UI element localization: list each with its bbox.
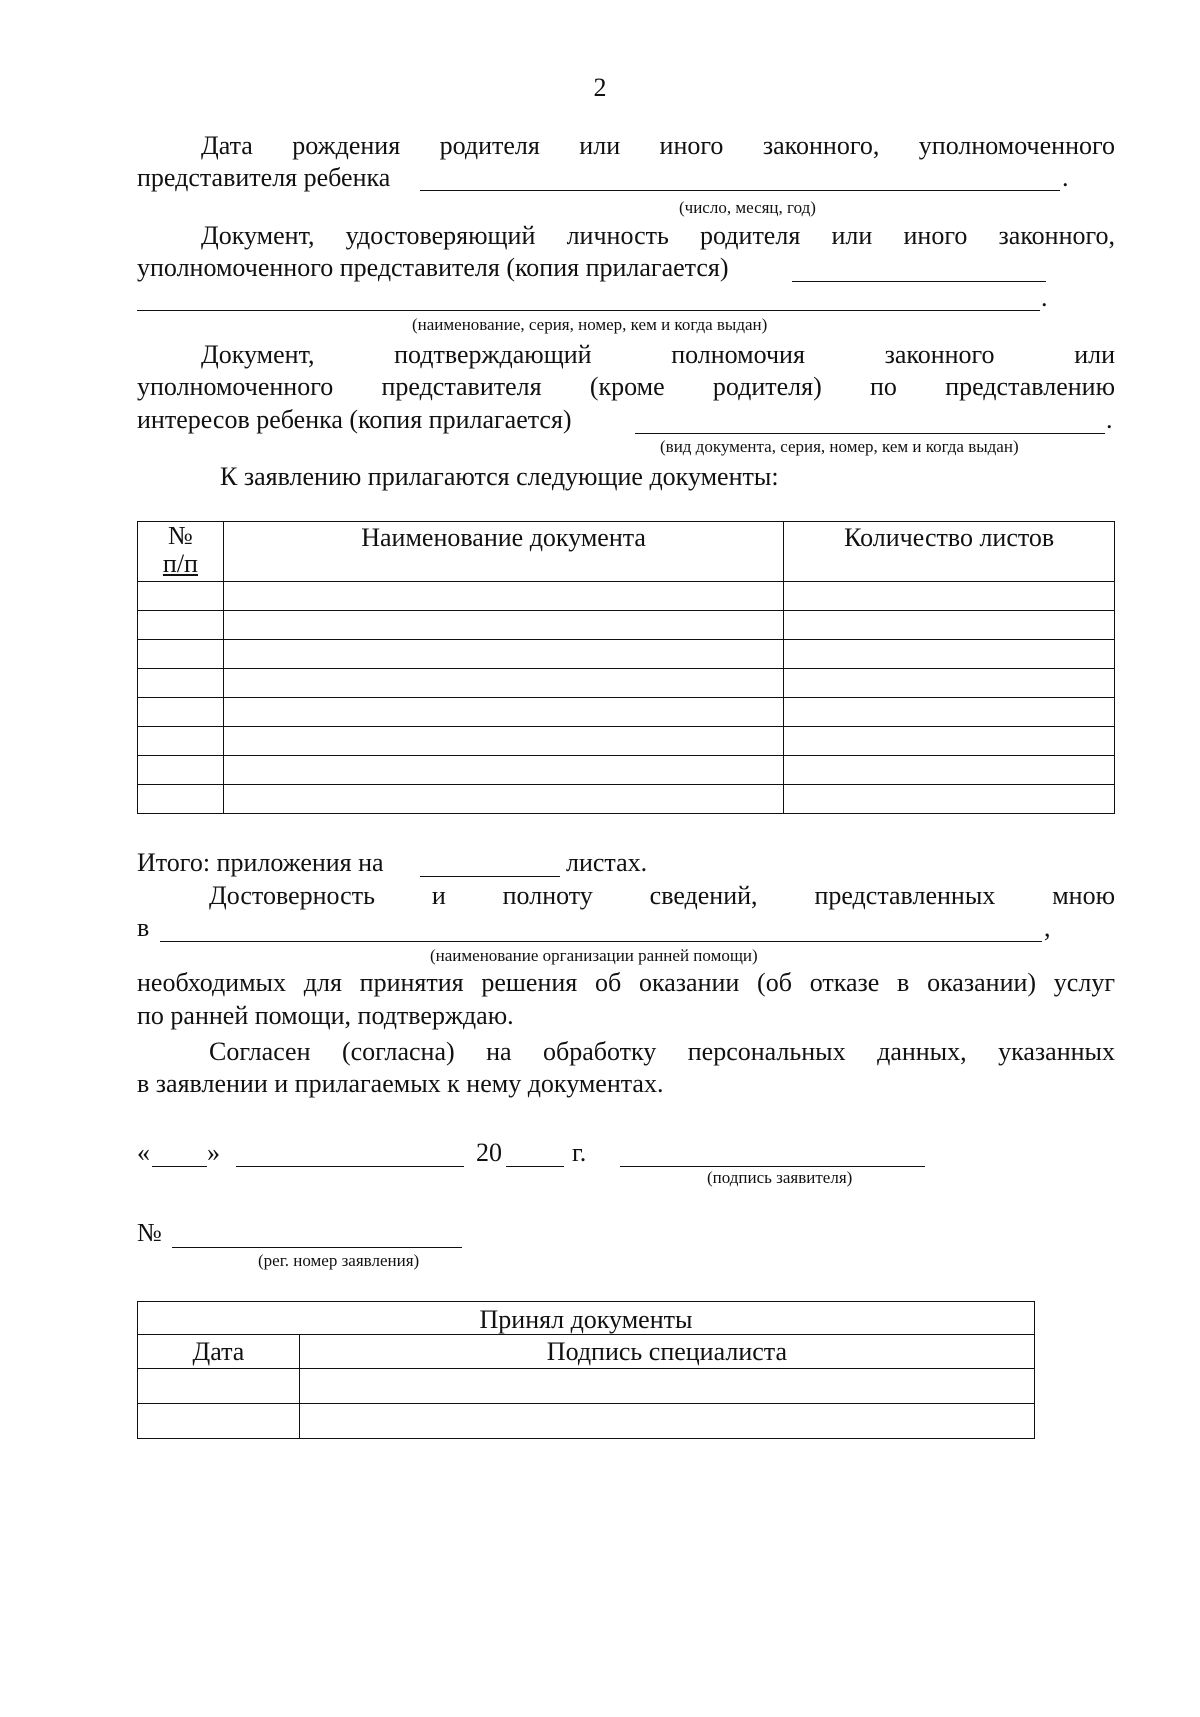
authority-doc-line1: Документ, подтверждающий полномочия законного или <box>201 340 1115 369</box>
reg-number-field[interactable] <box>172 1247 462 1248</box>
table-cell[interactable] <box>138 698 224 727</box>
header-number-line1: № <box>168 521 193 550</box>
table-cell[interactable] <box>138 785 224 814</box>
table-cell[interactable] <box>223 669 783 698</box>
table-cell[interactable] <box>138 756 224 785</box>
reliability-line4: по ранней помощи, подтверждаю. <box>137 1001 514 1030</box>
accepted-col-date: Дата <box>138 1335 300 1369</box>
table-cell[interactable] <box>223 640 783 669</box>
accepted-table-header-row <box>138 1335 1035 1369</box>
table-cell[interactable] <box>223 785 783 814</box>
header-number-line2: п/п <box>162 549 198 578</box>
table-row[interactable] <box>138 582 1115 611</box>
table-cell[interactable] <box>223 756 783 785</box>
year-field[interactable] <box>506 1166 564 1167</box>
table-cell[interactable] <box>138 727 224 756</box>
attachments-table <box>137 521 1115 814</box>
accepted-col-signature: Подпись специалиста <box>299 1335 1034 1369</box>
attachments-table-header <box>138 522 1115 582</box>
reliability-line1: Достоверность и полноту сведений, представленных мною <box>209 881 1115 910</box>
table-cell[interactable] <box>138 640 224 669</box>
signature-caption: (подпись заявителя) <box>707 1168 853 1187</box>
accepted-table-title-row <box>138 1302 1035 1335</box>
identity-doc-end: . <box>1041 283 1048 312</box>
table-row[interactable] <box>138 611 1115 640</box>
year-suffix: г. <box>572 1138 587 1167</box>
table-row[interactable] <box>138 669 1115 698</box>
total-sheets-field[interactable] <box>420 876 560 877</box>
table-cell[interactable] <box>138 582 224 611</box>
header-number <box>138 522 224 582</box>
table-cell[interactable] <box>138 611 224 640</box>
date-close-quote: » <box>207 1138 220 1167</box>
identity-doc-field-2[interactable] <box>137 310 1040 311</box>
organization-caption: (наименование организации ранней помощи) <box>430 946 758 965</box>
authority-doc-line3: интересов ребенка (копия прилагается) <box>137 405 572 434</box>
table-row[interactable] <box>138 640 1115 669</box>
identity-doc-line1: Документ, удостоверяющий личность родителя или иного законного, <box>201 221 1115 250</box>
total-suffix: листах. <box>566 848 648 877</box>
identity-doc-line2: уполномоченного представителя (копия прилагается) <box>137 253 729 282</box>
month-field[interactable] <box>236 1166 464 1167</box>
table-cell[interactable] <box>223 698 783 727</box>
table-cell[interactable] <box>784 785 1115 814</box>
table-row[interactable] <box>138 1369 1035 1404</box>
table-cell[interactable] <box>784 640 1115 669</box>
table-cell[interactable] <box>223 727 783 756</box>
table-cell[interactable] <box>784 756 1115 785</box>
table-cell[interactable] <box>138 1404 300 1439</box>
header-sheet-count: Количество листов <box>784 522 1115 582</box>
parent-dob-line2: представителя ребенка <box>137 163 391 192</box>
authority-doc-caption: (вид документа, серия, номер, кем и когда выдан) <box>660 437 1019 456</box>
applicant-signature-field[interactable] <box>620 1166 925 1167</box>
reg-number-label: № <box>137 1218 162 1247</box>
reg-number-caption: (рег. номер заявления) <box>258 1251 420 1270</box>
table-row[interactable] <box>138 727 1115 756</box>
table-cell[interactable] <box>299 1404 1034 1439</box>
attachments-intro: К заявлению прилагаются следующие документы: <box>220 462 779 491</box>
organization-name-field[interactable] <box>160 941 1042 942</box>
table-row[interactable] <box>138 785 1115 814</box>
authority-doc-end: . <box>1106 405 1113 434</box>
table-cell[interactable] <box>138 1369 300 1404</box>
table-row[interactable] <box>138 756 1115 785</box>
table-cell[interactable] <box>223 611 783 640</box>
table-cell[interactable] <box>784 669 1115 698</box>
consent-line1: Согласен (согласна) на обработку персональных данных, указанных <box>209 1037 1115 1066</box>
identity-doc-caption: (наименование, серия, номер, кем и когда выдан) <box>412 315 768 334</box>
table-row[interactable] <box>138 698 1115 727</box>
table-row[interactable] <box>138 1404 1035 1439</box>
reliability-prefix: в <box>137 913 150 942</box>
parent-dob-line1: Дата рождения родителя или иного законного, уполномоченного <box>201 131 1115 160</box>
table-cell[interactable] <box>784 727 1115 756</box>
parent-dob-end: . <box>1062 163 1069 192</box>
parent-dob-field[interactable] <box>420 190 1060 191</box>
table-cell[interactable] <box>784 698 1115 727</box>
page-number: 2 <box>593 73 607 102</box>
year-prefix: 20 <box>476 1138 502 1167</box>
reliability-end: , <box>1044 913 1051 942</box>
day-field[interactable] <box>152 1166 207 1167</box>
table-cell[interactable] <box>784 611 1115 640</box>
authority-doc-field[interactable] <box>635 433 1105 434</box>
accepted-documents-table <box>137 1301 1035 1439</box>
consent-line2: в заявлении и прилагаемых к нему документах. <box>137 1069 664 1098</box>
authority-doc-line2: уполномоченного представителя (кроме родителя) по представлению <box>137 372 1115 401</box>
header-document-name: Наименование документа <box>223 522 783 582</box>
table-cell[interactable] <box>138 669 224 698</box>
accepted-table-title: Принял документы <box>138 1302 1035 1335</box>
total-prefix: Итого: приложения на <box>137 848 384 877</box>
table-cell[interactable] <box>223 582 783 611</box>
date-open-quote: « <box>137 1138 150 1167</box>
identity-doc-field-1[interactable] <box>792 281 1046 282</box>
table-cell[interactable] <box>784 582 1115 611</box>
reliability-line3: необходимых для принятия решения об оказании (об отказе в оказании) услуг <box>137 968 1115 997</box>
parent-dob-caption: (число, месяц, год) <box>679 198 816 217</box>
table-cell[interactable] <box>299 1369 1034 1404</box>
